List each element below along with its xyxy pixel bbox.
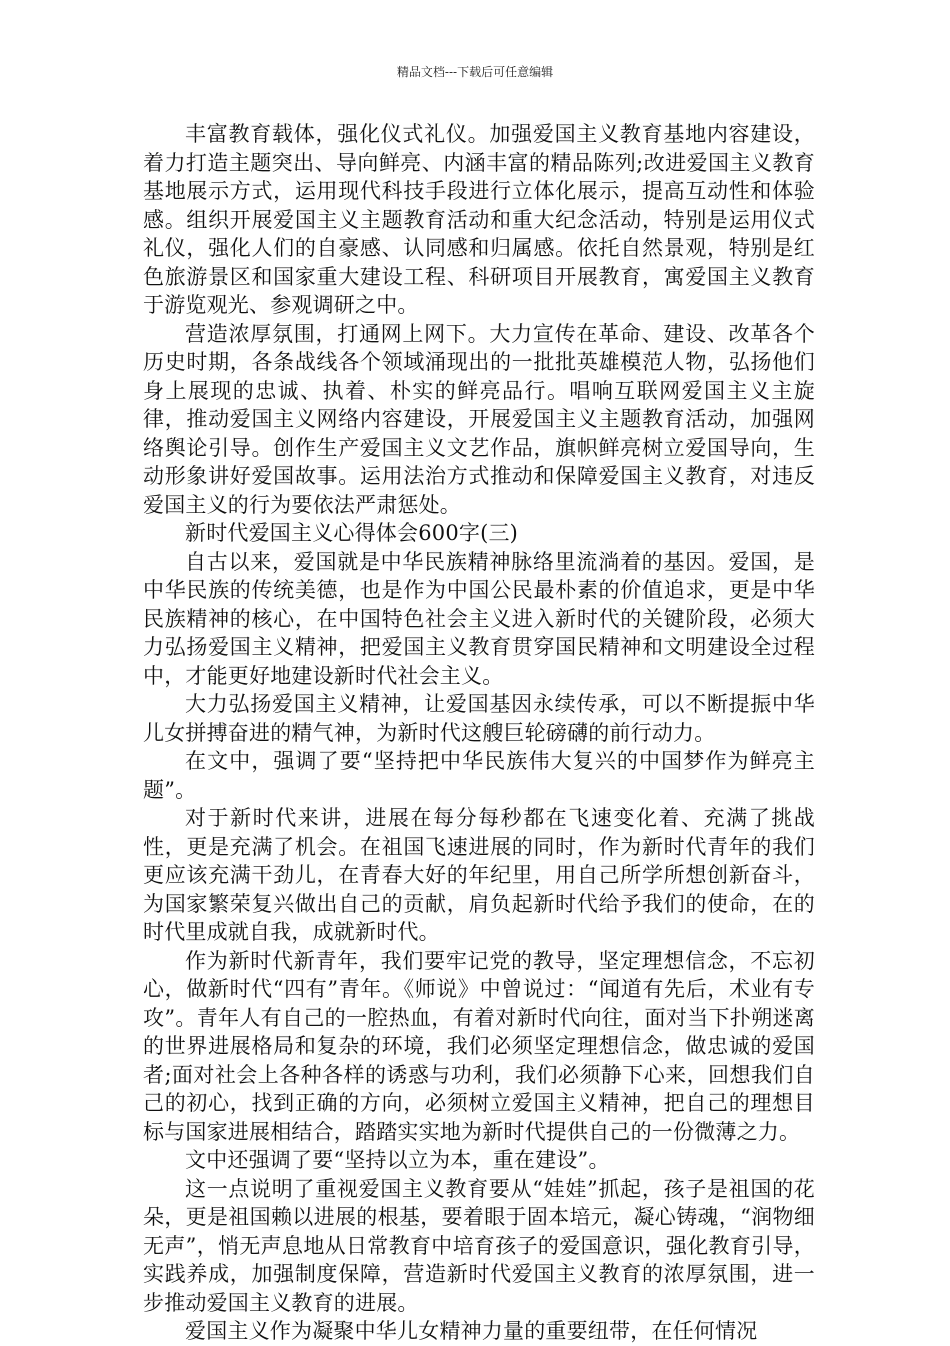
section-heading: 新时代爱国主义心得体会600字(三) xyxy=(185,521,519,545)
paragraph: 这一点说明了重视爱国主义教育要从“娃娃”抓起，孩子是祖国的花朵，更是祖国赖以进展的根基，要着眼于固本培元，凝心铸魂，“润物细无声”，悄无声息地从日常教育中培育孩子的爱国意识，强化教育引导，实践养成，加强制度保障，营造新时代爱国主义教育的浓厚氛围，进一步推动爱国主义教育的进展。 xyxy=(143,1176,815,1315)
paragraph: 大力弘扬爱国主义精神，让爱国基因永续传承，可以不断提振中华儿女拼搏奋进的精气神，为新时代这艘巨轮磅礴的前行动力。 xyxy=(143,692,815,745)
document-body xyxy=(143,120,815,1346)
paragraph: 自古以来，爱国就是中华民族精神脉络里流淌着的基因。爱国，是中华民族的传统美德，也是作为中国公民最朴素的价值追求，更是中华民族精神的核心，在中国特色社会主义进入新时代的关键阶段，必须大力弘扬爱国主义精神，把爱国主义教育贯穿国民精神和文明建设全过程中，才能更好地建设新时代社会主义。 xyxy=(143,549,815,688)
paragraph: 在文中，强调了要“坚持把中华民族伟大复兴的中国梦作为鲜亮主题”。 xyxy=(143,749,815,802)
page-header: 精品文档---下载后可任意编辑 xyxy=(396,65,554,79)
paragraph: 对于新时代来讲，进展在每分每秒都在飞速变化着、充满了挑战性，更是充满了机会。在祖国飞速进展的同时，作为新时代青年的我们更应该充满干劲儿，在青春大好的年纪里，用自己所学所想创新奋斗，为国家繁荣复兴做出自己的贡献，肩负起新时代给予我们的使命，在的时代里成就自我，成就新时代。 xyxy=(143,806,815,944)
paragraph: 丰富教育载体，强化仪式礼仪。加强爱国主义教育基地内容建设，着力打造主题突出、导向鲜亮、内涵丰富的精品陈列;改进爱国主义教育基地展示方式，运用现代科技手段进行立体化展示，提高互动性和体验感。组织开展爱国主义主题教育活动和重大纪念活动，特别是运用仪式礼仪，强化人们的自豪感、认同感和归属感。依托自然景观，特别是红色旅游景区和国家重大建设工程、科研项目开展教育，寓爱国主义教育于游览观光、参观调研之中。 xyxy=(143,122,815,317)
paragraph: 营造浓厚氛围，打通网上网下。大力宣传在革命、建设、改革各个历史时期，各条战线各个领域涌现出的一批批英雄模范人物，弘扬他们身上展现的忠诚、执着、朴实的鲜亮品行。唱响互联网爱国主义主旋律，推动爱国主义网络内容建设，开展爱国主义主题教育活动，加强网络舆论引导。创作生产爱国主义文艺作品，旗帜鲜亮树立爱国导向，生动形象讲好爱国故事。运用法治方式推动和保障爱国主义教育，对违反爱国主义的行为要依法严肃惩处。 xyxy=(143,321,815,517)
paragraph: 爱国主义作为凝聚中华儿女精神力量的重要纽带，在任何情况 xyxy=(185,1319,758,1343)
paragraph: 文中还强调了要“坚持以立为本，重在建设”。 xyxy=(185,1148,610,1172)
paragraph: 作为新时代新青年，我们要牢记党的教导，坚定理想信念，不忘初心，做新时代“四有”青年。《师说》中曾说过：“闻道有先后，术业有专攻”。青年人有自己的一腔热血，有着对新时代向往，面对当下扑朔迷离的世界进展格局和复杂的环境，我们必须坚定理想信念，做忠诚的爱国者;面对社会上各种各样的诱惑与功利，我们必须静下心来，回想我们自己的初心，找到正确的方向，必须树立爱国主义精神，把自己的理想目标与国家进展相结合，踏踏实实地为新时代提供自己的一份微薄之力。 xyxy=(143,948,815,1144)
